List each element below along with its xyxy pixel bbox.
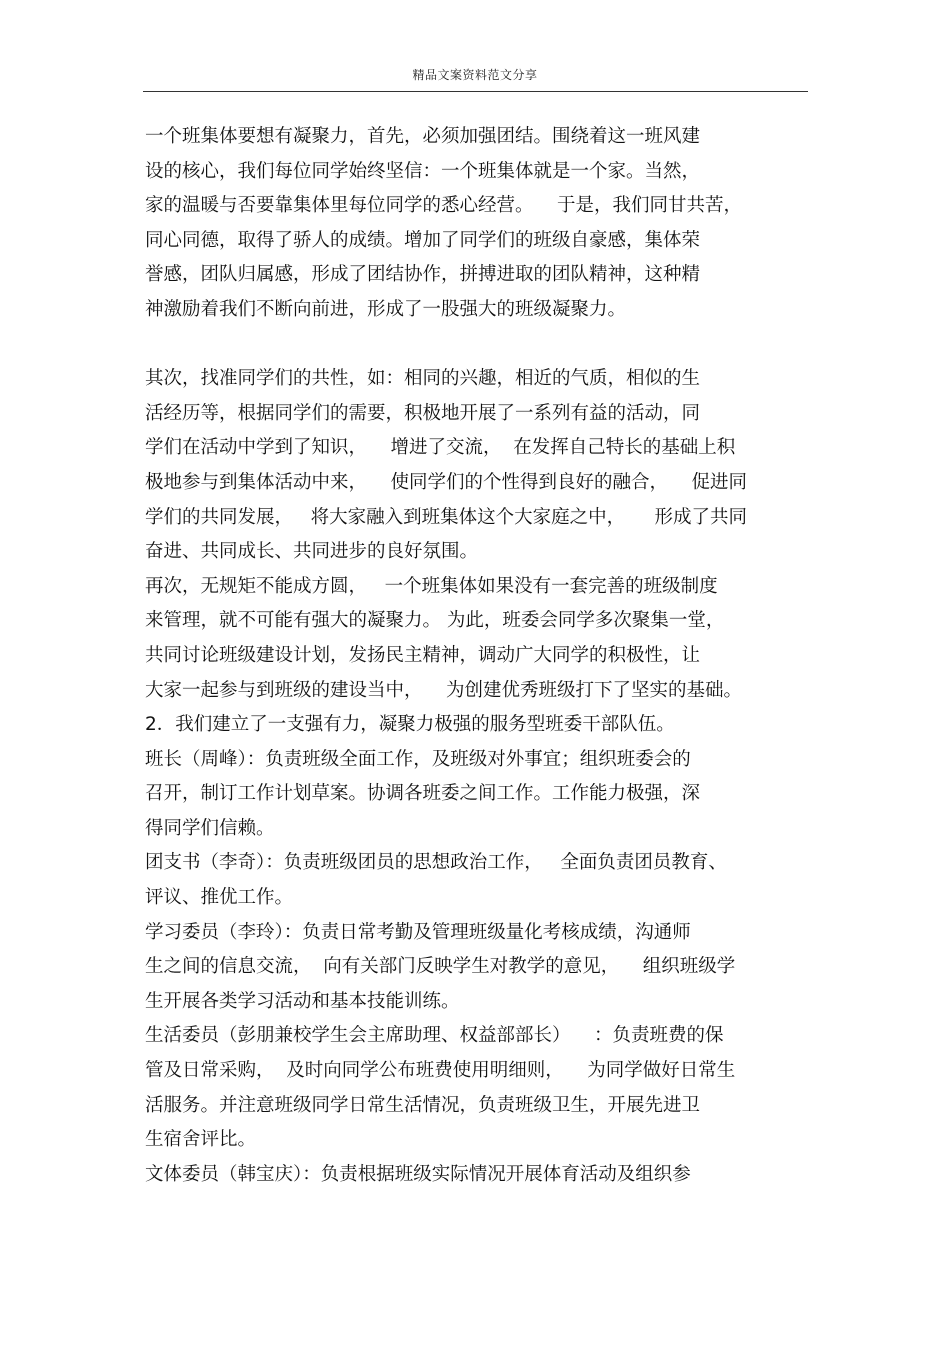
text-line-9: 活经历等，根据同学们的需要，积极地开展了一系列有益的活动，同 <box>145 402 701 424</box>
text-line-4: 同心同德，取得了骄人的成绩。增加了同学们的班级自豪感，集体荣 <box>145 229 701 251</box>
document-body <box>145 120 810 1192</box>
text-line-29: 活服务。并注意班级同学日常生活情况，负责班级卫生，开展先进卫 <box>145 1094 701 1116</box>
text-line-21: 得同学们信赖。 <box>145 817 275 839</box>
text-line-1: 一个班集体要想有凝聚力，首先，必须加强团结。围绕着这一班风建 <box>145 126 701 147</box>
text-line-28: 管及日常采购， 及时向同学公布班费使用明细则， 为同学做好日常生 <box>145 1060 736 1082</box>
text-line-11: 极地参与到集体活动中来， 使同学们的个性得到良好的融合， 促进同 <box>145 471 748 493</box>
header-divider <box>143 91 808 92</box>
text-line-30: 生宿舍评比。 <box>145 1129 257 1151</box>
text-line-19: 班长（周峰）：负责班级全面工作，及班级对外事宜；组织班委会的 <box>145 748 691 770</box>
paragraph-spacer <box>145 328 810 363</box>
text-line-6: 神激励着我们不断向前进，形成了一股强大的班级凝聚力。 <box>145 298 627 320</box>
text-line-13: 奋进、共同成长、共同进步的良好氛围。 <box>145 541 479 563</box>
text-line-3: 家的温暖与否要靠集体里每位同学的悉心经营。 于是，我们同甘共苦， <box>145 195 743 217</box>
text-line-5: 誉感，团队归属感，形成了团结协作，拼搏进取的团队精神，这种精 <box>145 264 701 286</box>
text-line-8: 其次，找准同学们的共性，如：相同的兴趣，相近的气质，相似的生 <box>145 368 701 390</box>
text-line-14: 再次，无规矩不能成方圆， 一个班集体如果没有一套完善的班级制度 <box>145 575 718 597</box>
text-line-22: 团支书（李奇）：负责班级团员的思想政治工作， 全面负责团员教育、 <box>145 852 727 874</box>
text-line-25: 生之间的信息交流， 向有关部门反映学生对教学的意见， 组织班级学 <box>145 956 736 978</box>
text-line-12: 学们的共同发展， 将大家融入到班集体这个大家庭之中， 形成了共同 <box>145 506 748 528</box>
text-line-24: 学习委员（李玲）：负责日常考勤及管理班级量化考核成绩，沟通师 <box>145 921 691 943</box>
text-line-15: 来管理，就不可能有强大的凝聚力。 为此，班委会同学多次聚集一堂， <box>145 610 725 632</box>
text-line-27: 生活委员（彭朋兼校学生会主席助理、权益部部长） ：负责班费的保 <box>145 1025 724 1047</box>
text-line-20: 召开，制订工作计划草案。协调各班委之间工作。工作能力极强，深 <box>145 783 701 805</box>
text-line-2: 设的核心，我们每位同学始终坚信：一个班集体就是一个家。当然， <box>145 160 701 182</box>
text-line-17: 大家一起参与到班级的建设当中， 为创建优秀班级打下了坚实的基础。 <box>145 679 743 701</box>
text-line-16: 共同讨论班级建设计划，发扬民主精神，调动广大同学的积极性，让 <box>145 644 701 666</box>
text-line-26: 生开展各类学习活动和基本技能训练。 <box>145 990 460 1012</box>
text-line-31: 文体委员（韩宝庆）：负责根据班级实际情况开展体育活动及组织参 <box>145 1163 691 1185</box>
page-header: 精品文案资料范文分享 <box>412 68 538 82</box>
text-line-10: 学们在活动中学到了知识， 增进了交流， 在发挥自己特长的基础上积 <box>145 437 736 459</box>
text-line-18: 2．我们建立了一支强有力，凝聚力极强的服务型班委干部队伍。 <box>145 714 675 736</box>
text-line-23: 评议、推优工作。 <box>145 887 294 909</box>
